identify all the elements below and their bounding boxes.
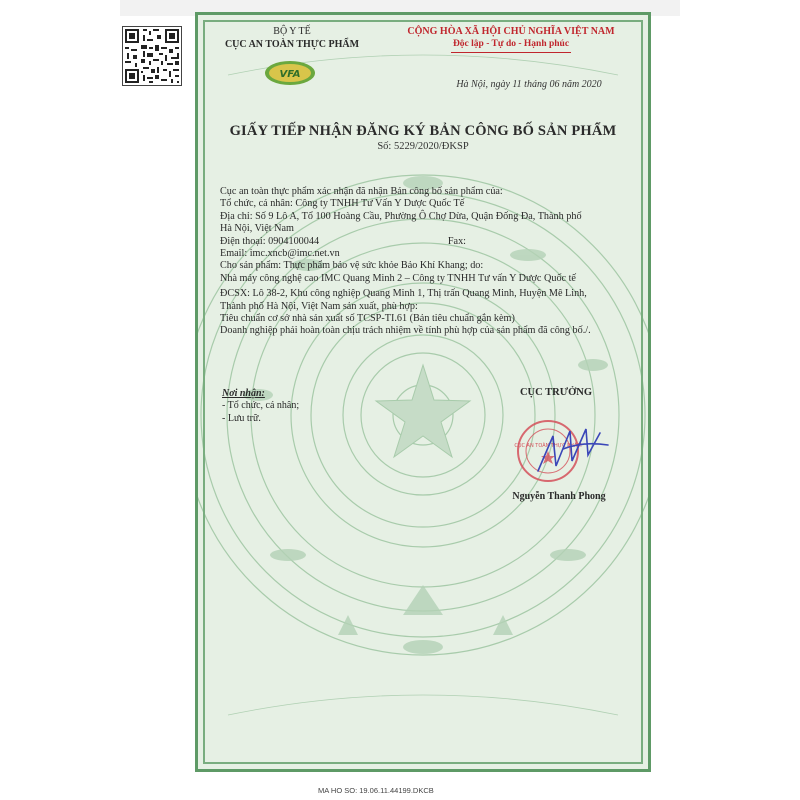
certificate-body [220, 186, 638, 338]
recipients-block [222, 388, 382, 425]
signer-name: Nguyễn Thanh Phong [512, 491, 606, 502]
republic-name: CỘNG HÒA XÃ HỘI CHỦ NGHĨA VIỆT NAM [407, 26, 615, 37]
email-line: Email: imc.xncb@imc.net.vn [220, 248, 340, 260]
dossier-code: MA HO SO: 19.06.11.44199.DKCB [318, 786, 434, 795]
phone-line: Điện thoại: 0904100044 [220, 235, 320, 247]
product-line: Cho sản phẩm: Thực phẩm bảo vệ sức khỏe Bảo Khí Khang; do: [220, 260, 484, 272]
signer-role: CỤC TRƯỞNG [519, 387, 593, 398]
issue-date: Hà Nội, ngày 11 tháng 06 năm 2020 [456, 79, 602, 90]
official-stamp-icon [508, 411, 618, 491]
qr-code-icon [122, 26, 182, 86]
issuing-agency-header [204, 25, 380, 51]
production-address-line-1: ĐCSX: Lô 38-2, Khu công nghiệp Quang Minh 1, Thị trấn Quang Minh, Huyện Mê Linh, [220, 288, 587, 300]
agency-name: CỤC AN TOÀN THỰC PHẨM [224, 39, 360, 50]
recipients-label: Nơi nhận: [222, 388, 265, 399]
vfa-logo-icon [262, 59, 318, 87]
standard-line: Tiêu chuẩn cơ sở nhà sản xuất số TCSP-TI.61 (Bản tiêu chuẩn gắn kèm) [220, 313, 515, 325]
recipient-item: - Tổ chức, cá nhân; [222, 400, 300, 412]
ministry-name: BỘ Y TẾ [273, 26, 311, 37]
contact-line [220, 236, 638, 248]
intro-line: Cục an toàn thực phẩm xác nhận đã nhận Bản công bố sản phẩm của: [220, 186, 503, 197]
manufacturer-line: Nhà máy công nghệ cao IMC Quang Minh 2 – Công ty TNHH Tư vấn Y Dược Quốc tế [220, 272, 576, 284]
certificate-document [195, 12, 651, 772]
address-line-2: Hà Nội, Việt Nam [220, 223, 294, 235]
motto-underline [451, 52, 571, 53]
address-line-1: Địa chỉ: Số 9 Lô A, Tổ 100 Hoàng Cầu, Phường Ô Chợ Dừa, Quận Đống Đa, Thành phố [220, 210, 582, 222]
national-motto: Độc lập - Tự do - Hạnh phúc [452, 39, 570, 49]
responsibility-line: Doanh nghiệp phải hoàn toàn chịu trách nhiệm về tính phù hợp của sản phẩm đã công bố./. [220, 325, 591, 337]
recipient-item: - Lưu trữ. [222, 412, 261, 424]
organization-line: Tổ chức, cá nhân: Công ty TNHH Tư Vấn Y Dược Quốc Tế [220, 198, 465, 210]
stamp-text: CỤC AN TOÀN THỰC PHẨM [514, 443, 582, 449]
production-address-line-2: Thành phố Hà Nội, Việt Nam sản xuất, phù hợp: [220, 300, 418, 312]
fax-line: Fax: [447, 235, 466, 247]
logo-text: VFA [279, 69, 301, 80]
document-number: Số: 5229/2020/ĐKSP [377, 141, 469, 152]
certificate-title: GIẤY TIẾP NHẬN ĐĂNG KÝ BẢN CÔNG BỐ SẢN PHẨM [229, 123, 617, 139]
state-header [380, 25, 642, 53]
